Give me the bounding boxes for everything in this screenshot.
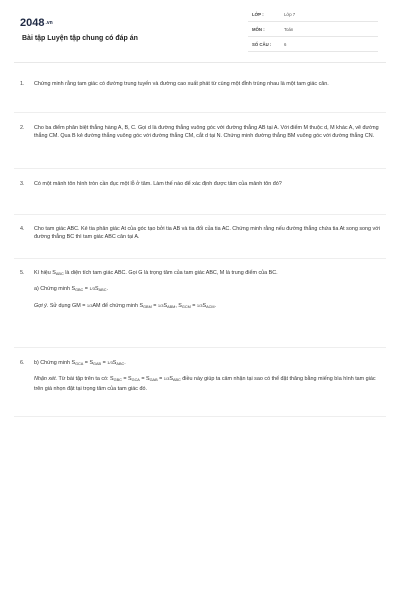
meta-key: SỐ CÂU : xyxy=(252,42,272,47)
meta-key: MÔN : xyxy=(252,27,265,32)
meta-value: Toán xyxy=(284,27,294,32)
page-title: Bài tập Luyện tập chung có đáp án xyxy=(22,35,138,42)
question-text: Cho tam giác ABC. Kẻ tia phân giác At của góc tạo bởi tia AB và tia đối của tia AC. Chứng minh rằng nếu đường thẳng chứa tia At song song với đường thẳng BC thì tam giác ABC cân tại A. xyxy=(34,226,380,241)
site-logo[interactable] xyxy=(20,17,53,29)
divider xyxy=(14,112,386,113)
question-part-a: a) Chứng minh $S_{GBC} = 1/3S_{ABC}$. xyxy=(34,286,108,293)
meta-row-count xyxy=(248,41,378,52)
question-text: Có một mảnh tôn hình tròn cần đục một lỗ ở tâm. Làm thế nào để xác định được tâm của mảnh tôn đó? xyxy=(34,181,282,187)
question-hint: Gợi ý. Sử dụng GM = 1/3AM để chứng minh $S_{GBM} = 1/3S_{ABM}$, $S_{GCM} = 1/3S_{ACM}$. xyxy=(34,302,217,309)
divider xyxy=(14,347,386,348)
meta-row-grade xyxy=(248,11,378,22)
question-text: Kí hiệu $S_{ABC}$ là diện tích tam giác ABC. Gọi G là trọng tâm của tam giác ABC, M là trung điểm của BC. xyxy=(34,270,278,276)
question-number: 3. xyxy=(20,181,25,187)
page-header xyxy=(0,0,400,62)
question-number: 2. xyxy=(20,125,25,131)
question-5 xyxy=(20,269,380,311)
logo-suffix: .vn xyxy=(45,20,53,27)
question-part-b: b) Chứng minh $S_{GCA} = S_{GAB} = 1/3S_{ABC}$. xyxy=(34,360,126,366)
question-6 xyxy=(20,359,380,393)
meta-value: 6 xyxy=(284,42,287,47)
question-text: Chứng minh rằng tam giác có đường trung tuyến và đường cao xuất phát từ cùng một đỉnh trùng nhau là một tam giác cân. xyxy=(34,81,329,87)
meta-value: Lớp 7 xyxy=(284,12,296,17)
question-number: 4. xyxy=(20,226,25,232)
meta-panel xyxy=(248,11,378,56)
divider xyxy=(14,168,386,169)
question-number: 6. xyxy=(20,360,25,366)
meta-key: LỚP : xyxy=(252,12,264,17)
question-1 xyxy=(20,80,380,88)
question-number: 1. xyxy=(20,81,25,87)
divider xyxy=(14,416,386,417)
divider xyxy=(14,258,386,259)
question-number: 5. xyxy=(20,270,25,276)
logo-text: 2048 xyxy=(20,17,45,29)
question-3 xyxy=(20,180,380,188)
divider xyxy=(14,214,386,215)
meta-row-subject xyxy=(248,26,378,37)
question-note: Nhận xét. Từ bài tập trên ta có: $S_{GBC} = S_{GCA} = S_{GAB} = 1/3S_{ABC}$ điều này giúp ta cảm nhận tại sao có thể đặt thăng bằng miếng bìa hình tam giác trên giá nhọn đặt tại trọng tâm của tam giác đó. xyxy=(34,376,376,392)
question-4 xyxy=(20,225,380,242)
question-2 xyxy=(20,124,380,141)
header-divider xyxy=(14,62,386,63)
question-text: Cho ba điểm phân biệt thẳng hàng A, B, C. Gọi d là đường thẳng vuông góc với đường thẳng AB tại A. Với điểm M thuộc d, M khác A, vẽ đường thẳng CM. Qua B kẻ đường thẳng vuông góc với đường thẳng CM, cắt d tại N. Chứng minh đường thẳng BM vuông góc với đường thẳng CN. xyxy=(34,125,379,140)
